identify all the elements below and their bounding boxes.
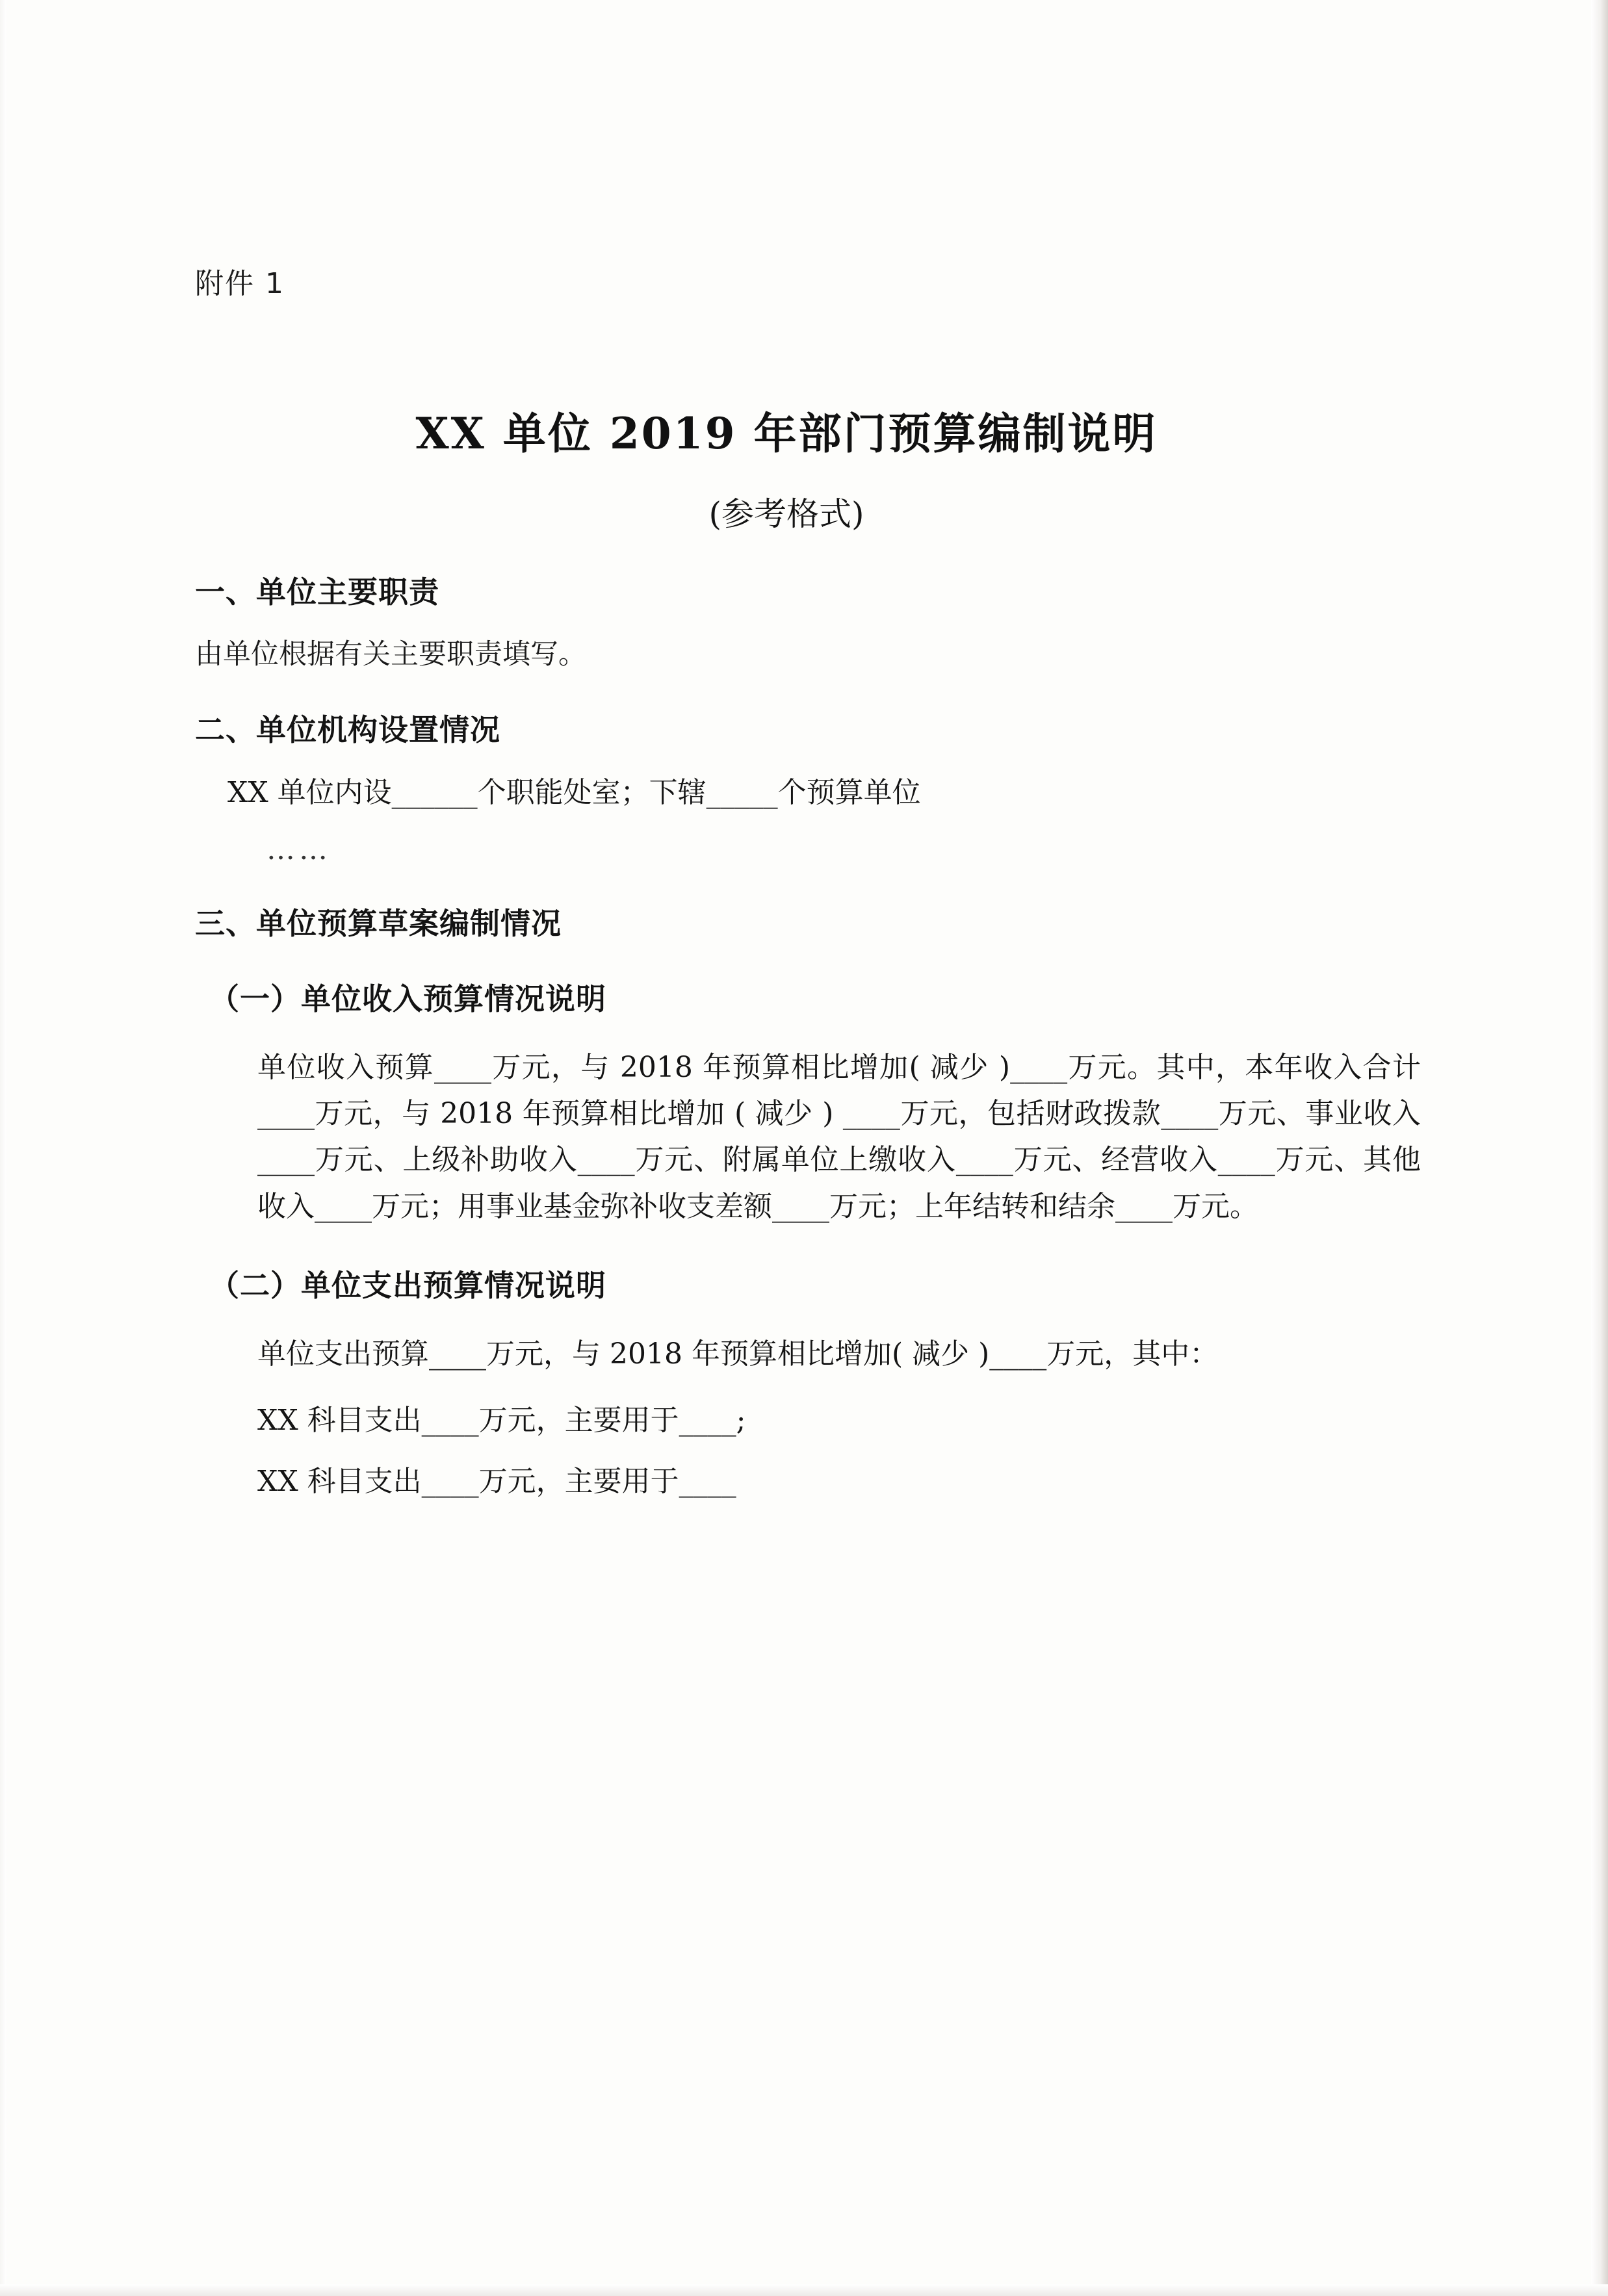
document-content — [195, 0, 1421, 1499]
subsection-heading-3-1: （一）单位收入预算情况说明 — [209, 981, 606, 1016]
page-subtitle: (参考格式) — [708, 495, 864, 533]
scan-edge-right — [1591, 0, 1608, 2296]
subsection-3-2-item-1: XX 科目支出____万元，主要用于____; — [257, 1404, 746, 1438]
scan-edge-left — [0, 0, 6, 2296]
attachment-label: 附件 1 — [195, 267, 285, 300]
section-1-paragraph-1: 由单位根据有关主要职责填写。 — [195, 638, 586, 671]
section-heading-3: 三、单位预算草案编制情况 — [195, 905, 562, 941]
section-heading-2: 二、单位机构设置情况 — [195, 712, 500, 747]
subsection-3-2-item-2: XX 科目支出____万元，主要用于____ — [257, 1465, 736, 1499]
subsection-heading-3-2: （二）单位支出预算情况说明 — [209, 1268, 606, 1303]
subsection-3-2-paragraph-1: 单位支出预算____万元，与 2018 年预算相比增加( 减少 )____万元，其中： — [257, 1337, 1219, 1371]
section-2-ellipsis: …… — [266, 832, 331, 866]
subsection-3-1-paragraph-1: 单位收入预算____万元，与 2018 年预算相比增加( 减少 )____万元。其中，本年收入合计____万元，与 2018 年预算相比增加 ( 减少 ) ____万元，包括财政拨款____万元、事业收入____万元、上级补助收入____万元、附属单位上缴收入____万元、经营收入____万元、其他收入____万元；用事业基金弥补收支差额____万元；上年结转和结余____万元。 — [257, 1050, 1421, 1223]
section-2-paragraph-1: XX 单位内设______个职能处室；下辖_____个预算单位 — [227, 775, 921, 809]
scan-edge-bottom — [0, 2284, 1608, 2296]
page-title: XX 单位 2019 年部门预算编制说明 — [415, 408, 1158, 459]
section-heading-1: 一、单位主要职责 — [195, 574, 439, 610]
